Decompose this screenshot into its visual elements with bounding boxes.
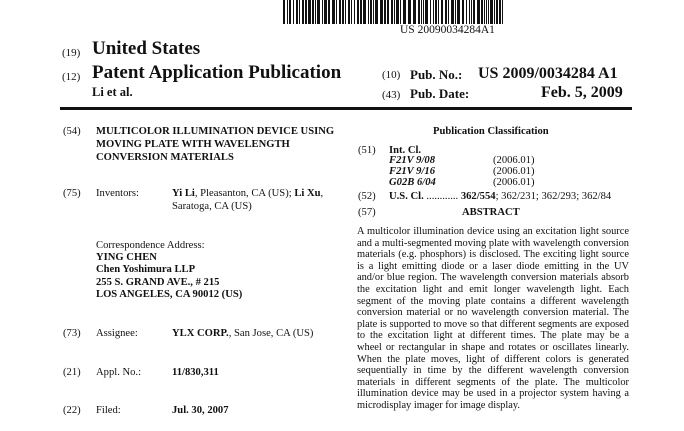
barcode-bar [293, 0, 294, 24]
intcl-year: (2006.01) [493, 155, 535, 166]
barcode-bar [394, 0, 395, 24]
assignee-location: , San Jose, CA (US) [228, 328, 314, 339]
barcode-bar [448, 0, 449, 24]
barcode-bar [471, 0, 472, 24]
assignee-name: YLX CORP. [172, 328, 229, 339]
barcode-bar [486, 0, 487, 24]
correspondence-line-1: YING CHEN [96, 252, 157, 263]
barcode-bar [484, 0, 485, 24]
barcode-bar [336, 0, 337, 24]
barcode-number: US 20090034284A1 [400, 24, 495, 36]
barcode-bar [438, 0, 439, 24]
title-code-label: (54) [63, 126, 81, 137]
correspondence-line-2: Chen Yoshimura LLP [96, 264, 196, 275]
barcode-bar [373, 0, 374, 24]
assignee-code-label: (73) [63, 328, 81, 339]
intcl-row [389, 177, 535, 188]
pubdate-code-label: (43) [382, 89, 401, 101]
inventor-1-name: Yi Li [172, 188, 195, 199]
barcode-bar [324, 0, 327, 24]
assignee-label: Assignee: [96, 328, 138, 339]
barcode [283, 0, 503, 24]
authors: Li et al. [92, 85, 133, 99]
barcode-bar [312, 0, 314, 24]
barcode-bar [441, 0, 443, 24]
barcode-bar [360, 0, 362, 24]
barcode-bars [283, 0, 503, 24]
appl-label: Appl. No.: [96, 367, 142, 378]
barcode-bar [433, 0, 434, 24]
intcl-year: (2006.01) [493, 166, 535, 177]
abstract-code-label: (57) [358, 207, 376, 218]
barcode-bar [299, 0, 300, 24]
uscl-dots: ............ [426, 191, 459, 202]
correspondence-line-4: LOS ANGELES, CA 90012 (US) [96, 289, 243, 300]
appl-number: 11/830,311 [172, 367, 219, 378]
barcode-bar [473, 0, 475, 24]
barcode-bar [445, 0, 447, 24]
barcode-bar [466, 0, 467, 24]
abstract-heading: ABSTRACT [462, 207, 520, 218]
filed-code-label: (22) [63, 405, 81, 416]
barcode-bar [455, 0, 456, 24]
barcode-bar [315, 0, 316, 24]
country-name: United States [92, 38, 201, 59]
appl-code-label: (21) [63, 367, 81, 378]
barcode-bar [408, 0, 411, 24]
barcode-bar [287, 0, 288, 24]
barcode-bar [502, 0, 503, 24]
barcode-bar [400, 0, 401, 24]
barcode-bar [490, 0, 493, 24]
barcode-bar [351, 0, 352, 24]
pubdate-label: Pub. Date: [410, 86, 470, 101]
barcode-bar [348, 0, 350, 24]
publication-date: Feb. 5, 2009 [541, 84, 623, 101]
correspondence-label: Correspondence Address: [96, 240, 205, 251]
barcode-bar [430, 0, 431, 24]
uscl-line [389, 191, 611, 202]
barcode-bar [283, 0, 285, 24]
barcode-bar [322, 0, 323, 24]
barcode-bar [488, 0, 489, 24]
barcode-bar [354, 0, 355, 24]
barcode-bar [332, 0, 335, 24]
barcode-bar [375, 0, 378, 24]
barcode-bar [296, 0, 298, 24]
barcode-bar [425, 0, 428, 24]
barcode-bar [396, 0, 399, 24]
barcode-bar [481, 0, 483, 24]
inventor-2-name: Li Xu [294, 188, 321, 199]
barcode-bar [317, 0, 320, 24]
intcl-code: F21V 9/08 [389, 155, 436, 166]
uscl-code-label: (52) [358, 191, 376, 202]
barcode-bar [462, 0, 464, 24]
intcl-code: F21V 9/16 [389, 166, 436, 177]
header-rule [60, 107, 632, 110]
pubno-code-label: (10) [382, 69, 401, 81]
inventor-1-location: , Pleasanton, CA (US); [194, 188, 295, 199]
intcl-row [389, 166, 535, 177]
barcode-bar [357, 0, 359, 24]
barcode-bar [413, 0, 416, 24]
abstract-text: A multicolor illumination device using an excitation light source and a multi-segmented moving plate with wavelength conversion materials (e.g. phosphors) is disclosed. The exciting light source is a light emitting diode or a laser diode emitting in the UV and/or blue region. The wavelength conversion materials absorb the excitation light and emit longer wavelength light. Each segment of the moving plate contains a different wavelength conversion material or no wavelength conversion material. The plate is supported to move so that different segments are exposed to the excitation light at different times. The plate may be a wheel or rectangular in shape and rotates or oscillates linearly. When the plate moves, light of different colors is generated sequentially in time by the different wavelength conversion materials in different segments of the plate. The multicolor illumination device may be used in a projector system having a microdisplay imager for image display. [357, 226, 629, 411]
barcode-bar [421, 0, 422, 24]
barcode-bar [302, 0, 304, 24]
inventors-code-label: (75) [63, 188, 81, 199]
barcode-bar [499, 0, 501, 24]
barcode-bar [403, 0, 406, 24]
assignee-value [172, 328, 313, 339]
intcl-year: (2006.01) [493, 177, 535, 188]
intcl-code-label: (51) [358, 145, 376, 156]
country-code-label: (19) [62, 47, 81, 59]
barcode-bar [451, 0, 454, 24]
barcode-bar [345, 0, 346, 24]
pubtype-code-label: (12) [62, 71, 81, 83]
barcode-bar [380, 0, 383, 24]
barcode-bar [384, 0, 386, 24]
barcode-bar [289, 0, 291, 24]
barcode-bar [305, 0, 307, 24]
inventor-2-location: Saratoga, CA (US) [172, 201, 252, 212]
filed-label: Filed: [96, 405, 121, 416]
inventors-label: Inventors: [96, 188, 139, 199]
correspondence-line-3: 255 S. GRAND AVE., # 215 [96, 277, 220, 288]
barcode-bar [370, 0, 372, 24]
pubno-label: Pub. No.: [410, 67, 463, 82]
barcode-bar [391, 0, 393, 24]
inventor-2-comma: , [320, 188, 324, 199]
barcode-bar [387, 0, 389, 24]
publication-number: US 2009/0034284 A1 [478, 65, 618, 82]
barcode-bar [342, 0, 344, 24]
barcode-bar [328, 0, 330, 24]
barcode-bar [457, 0, 460, 24]
classification-heading: Publication Classification [433, 126, 549, 137]
uscl-label: U.S. Cl. [389, 191, 424, 202]
uscl-rest: ; 362/231; 362/293; 362/84 [495, 191, 612, 202]
barcode-bar [308, 0, 311, 24]
barcode-bar [418, 0, 420, 24]
intcl-label: Int. Cl. [389, 145, 422, 156]
barcode-bar [423, 0, 424, 24]
barcode-bar [435, 0, 437, 24]
barcode-bar [339, 0, 341, 24]
barcode-bar [469, 0, 470, 24]
publication-type: Patent Application Publication [92, 62, 342, 83]
invention-title: MULTICOLOR ILLUMINATION DEVICE USING MOVING PLATE WITH WAVELENGTH CONVERSION MATERIALS [96, 126, 335, 163]
barcode-bar [496, 0, 498, 24]
uscl-main: 362/554 [460, 191, 496, 202]
barcode-bar [368, 0, 369, 24]
barcode-bar [363, 0, 366, 24]
barcode-bar [477, 0, 480, 24]
filed-date: Jul. 30, 2007 [172, 405, 229, 416]
inventors-line1 [172, 188, 323, 199]
intcl-code: G02B 6/04 [389, 177, 436, 188]
intcl-row [389, 155, 535, 166]
barcode-bar [494, 0, 495, 24]
